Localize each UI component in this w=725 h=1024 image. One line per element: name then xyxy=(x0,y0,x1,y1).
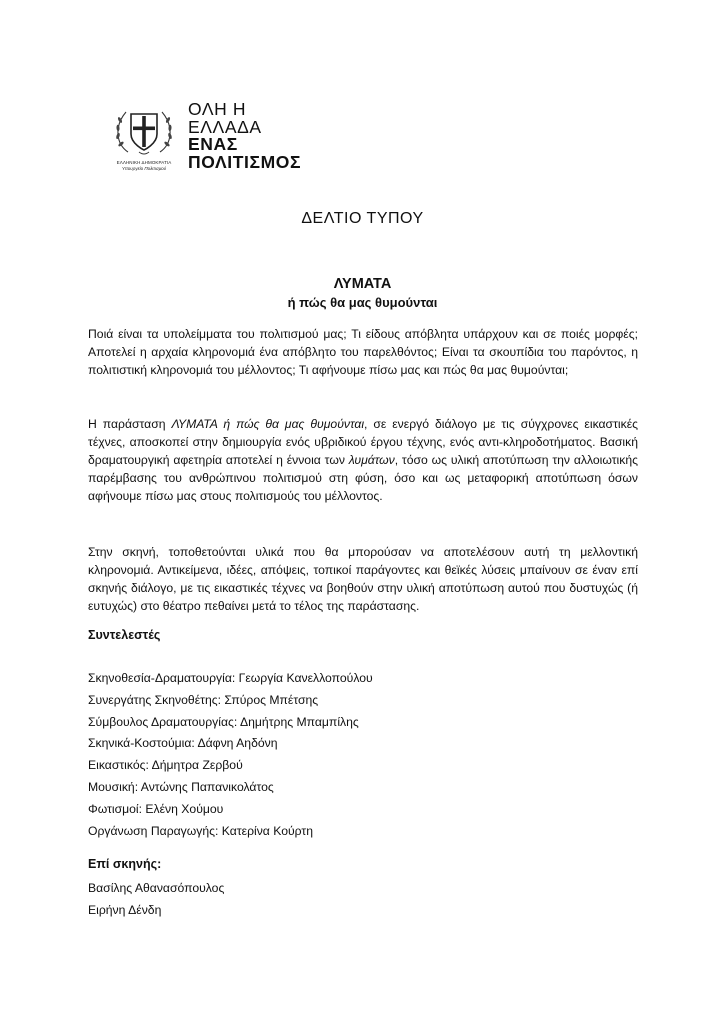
cast-item: Βασίλης Αθανασόπουλος xyxy=(88,881,225,895)
paragraph-2-text-c: , σε ενεργό διάλογο με τις σύγχρονες εικαστικές τέχνες, αποσκοπεί στην δημιουργία ενός υβριδικού έργου τέχνης, ενός αντι-κληροδοτήματος. Βασική δραματουργική αφετηρία αποτελεί η έννοια των xyxy=(88,417,639,467)
emblem-graphic xyxy=(106,100,182,160)
paragraph-intro: Ποιά είναι τα υπολείμματα του πολιτισμού μας; Τι είδους απόβλητα υπάρχουν και σε ποιές μορφές; Αποτελεί η αρχαία κληρονομιά ένα απόβλητο του παρελθόντος; Είναι τα σκουπίδια του παρόντος, η πολιτιστική κληρονομιά του μέλλοντος; Τι αφήνουμε πίσω μας και πώς θα μας θυμούνται; xyxy=(88,327,638,377)
paragraph-description xyxy=(88,415,638,505)
brand-logotype xyxy=(188,101,348,171)
paragraph-2-keyword: λυμάτων xyxy=(348,453,395,467)
brand-line-4: ΠΟΛΙΤΙΣΜΟΣ xyxy=(188,151,302,172)
brand-line-2: ΕΛΛΑΔΑ xyxy=(188,116,262,137)
show-subtitle: ή πώς θα μας θυμούνται xyxy=(287,295,438,310)
cast-list xyxy=(88,879,224,922)
cast-heading: Επί σκηνής: xyxy=(88,857,162,871)
credits-list xyxy=(88,669,373,843)
credit-item: Σύμβουλος Δραματουργίας: Δημήτρης Μπαμπίλης xyxy=(88,714,359,729)
credits-heading: Συντελεστές xyxy=(88,628,161,642)
greek-coat-of-arms-icon xyxy=(106,100,182,174)
brand-line-1: ΟΛΗ Η xyxy=(188,99,247,119)
paragraph-2-show-title: ΛΥΜΑΤΑ ή πώς θα μας θυμούνται xyxy=(171,417,365,431)
emblem-caption-ministry-state: ΕΛΛΗΝΙΚΗ ΔΗΜΟΚΡΑΤΙΑ xyxy=(116,160,172,165)
emblem-caption-ministry: Υπουργείο Πολιτισμού xyxy=(121,166,167,171)
credit-item: Σκηνικά-Κοστούμια: Δάφνη Αηδόνη xyxy=(88,736,278,751)
credit-item: Φωτισμοί: Ελένη Χούμου xyxy=(88,801,224,816)
header xyxy=(106,100,406,180)
press-release-title: ΔΕΛΤΙΟ ΤΥΠΟΥ xyxy=(301,210,424,227)
credit-item: Συνεργάτης Σκηνοθέτης: Σπύρος Μπέτσης xyxy=(88,692,319,707)
credit-item: Εικαστικός: Δήμητρα Ζερβού xyxy=(88,758,243,773)
credit-item: Οργάνωση Παραγωγής: Κατερίνα Κούρτη xyxy=(88,823,314,838)
cast-item: Ειρήνη Δένδη xyxy=(88,902,162,917)
paragraph-2-text-a: Η παράσταση xyxy=(88,417,172,431)
brand-line-3: ΕΝΑΣ xyxy=(188,134,238,154)
show-title: ΛΥΜΑΤΑ xyxy=(333,276,392,292)
credit-item: Σκηνοθεσία-Δραματουργία: Γεωργία Κανελλοπούλου xyxy=(88,671,373,685)
credit-item: Μουσική: Αντώνης Παπανικολάτος xyxy=(88,779,274,794)
paragraph-stage: Στην σκηνή, τοποθετούνται υλικά που θα μπορούσαν να αποτελέσουν αυτή τη μελλοντική κληρονομιά. Αντικείμενα, ιδέες, απόψεις, τοπικοί παράγοντες και θεϊκές λύσεις μπαίνουν σε έναν επί σκηνής διάλογο, με τις εικαστικές τέχνες να βοηθούν στην υλική αποτύπωση αυτού που δυστυχώς (ή ευτυχώς) στο θέατρο πεθαίνει μετά το τέλος της παράστασης. xyxy=(88,545,638,613)
paragraph-2-text-e: , τόσο ως υλική αποτύπωση την αλλοιωτικής παρέμβασης του ανθρώπινου πολιτισμού στη φύση, όσο και ως μεταφορική αποτύπωση όσων αφήνουμε πίσω μας στους πολιτισμούς του μέλλοντος. xyxy=(88,453,638,503)
